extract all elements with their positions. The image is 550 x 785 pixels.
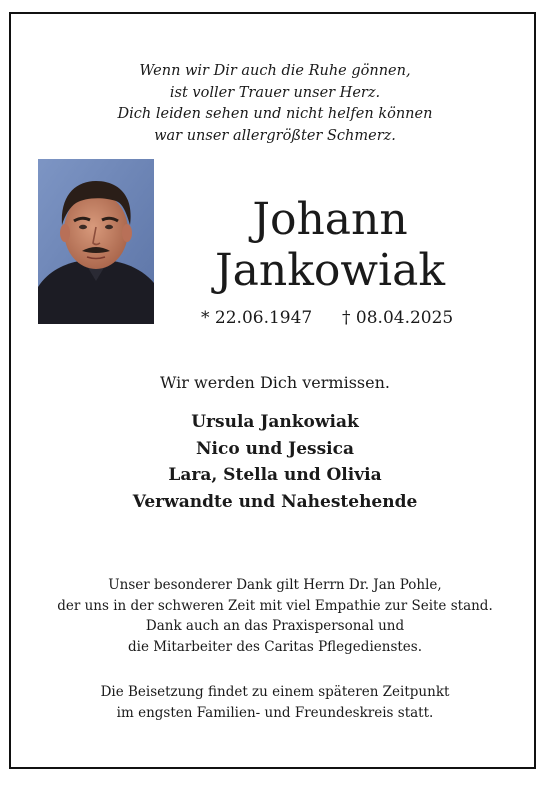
thanks-line: der uns in der schweren Zeit mit viel Empathie zur Seite stand. — [57, 597, 493, 614]
poem-line: Dich leiden sehen und nicht helfen können — [117, 106, 433, 122]
burial-line: Die Beisetzung findet zu einem späteren Zeitpunkt — [100, 684, 450, 700]
burial-notice — [0, 682, 550, 723]
poem-line: Wenn wir Dir auch die Ruhe gönnen, — [139, 63, 411, 79]
memorial-poem — [0, 61, 550, 147]
deceased-last-name: Jankowiak — [215, 245, 445, 296]
burial-line: im engsten Familien- und Freundeskreis statt. — [116, 704, 434, 721]
portrait-photo — [38, 159, 154, 324]
thanks-line: Dank auch an das Praxispersonal und — [145, 618, 405, 634]
mourner-name: Lara, Stella und Olivia — [168, 465, 382, 485]
mourner-name: Verwandte und Nahestehende — [132, 491, 418, 512]
birth-date: * 22.06.1947 — [201, 308, 313, 328]
poem-line: ist voller Trauer unser Herz. — [169, 84, 381, 101]
deceased-first-name: Johann — [252, 194, 408, 245]
mourner-name: Ursula Jankowiak — [191, 412, 359, 432]
death-date: † 08.04.2025 — [342, 308, 454, 328]
thanks-paragraph — [0, 575, 550, 657]
poem-line: war unser allergrößter Schmerz. — [154, 127, 396, 144]
mourner-name: Nico und Jessica — [196, 438, 354, 459]
thanks-line: Unser besonderer Dank gilt Herrn Dr. Jan Pohle, — [108, 577, 442, 593]
thanks-line: die Mitarbeiter des Caritas Pflegedienstes. — [127, 638, 423, 655]
mourners-list — [0, 409, 550, 515]
missed-text: Wir werden Dich vermissen. — [160, 373, 390, 392]
